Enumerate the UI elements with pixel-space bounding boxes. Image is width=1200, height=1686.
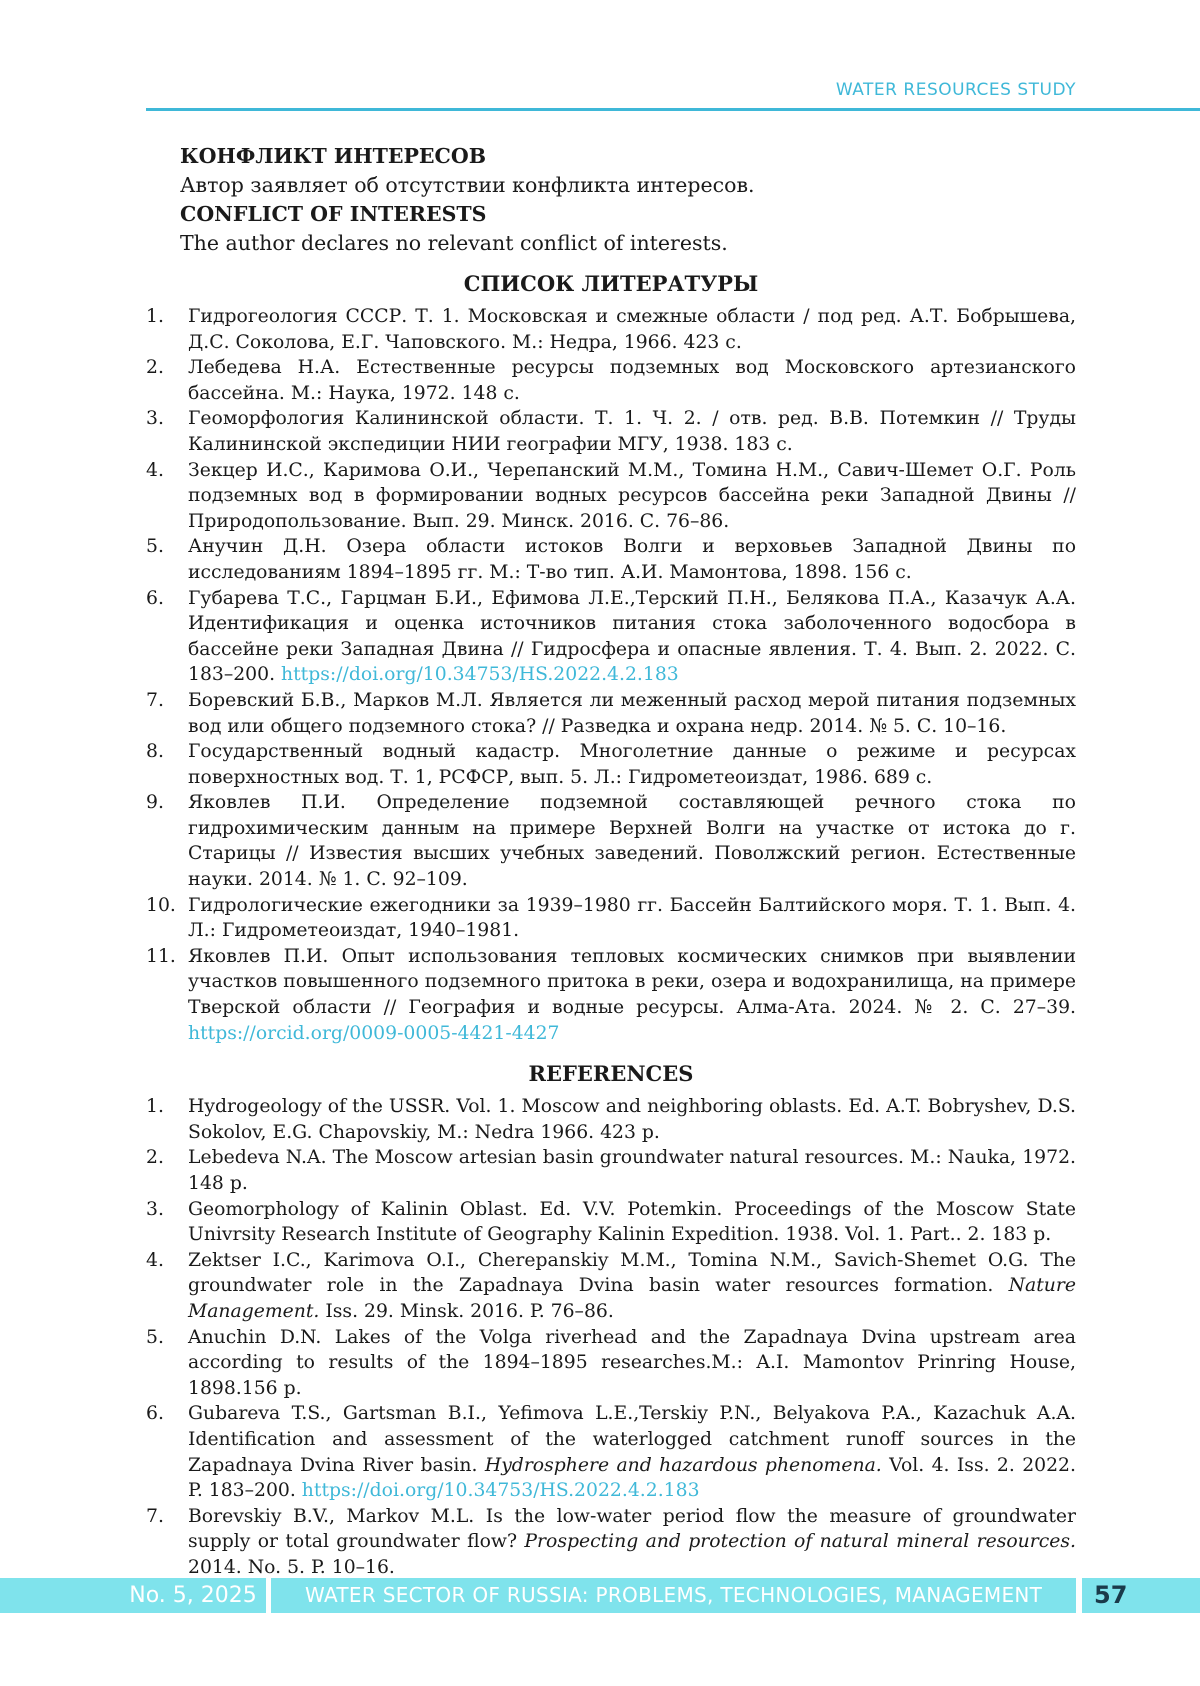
en-references-title: REFERENCES xyxy=(528,1061,694,1087)
reference-item xyxy=(146,534,1076,585)
reference-body: Anuchin D.N. Lakes of the Volga riverhead and the Zapadnaya Dvina upstream area according to results of the 1894–1895 researches.M.: A.I. Mamontov Prinring House, 1898.156 p. xyxy=(188,1326,1076,1399)
reference-details: 2014. No. 5. P. 10–16. xyxy=(188,1556,395,1578)
page-content xyxy=(146,142,1076,1581)
reference-body: Гидрогеология СССР. Т. 1. Московская и смежные области / под ред. А.Т. Бобрышева, Д.С. Соколова, Е.Г. Чаповского. М.: Недра, 1966. 423 с. xyxy=(188,306,1076,353)
conflict-of-interests xyxy=(180,142,1076,258)
reference-text xyxy=(188,790,1076,892)
reference-body: Лебедева Н.А. Естественные ресурсы подземных вод Московского артезианского бассейна. М.: Наука, 1972. 148 с. xyxy=(188,357,1076,404)
reference-text xyxy=(188,1401,1076,1503)
reference-item xyxy=(146,688,1076,739)
reference-item xyxy=(146,790,1076,892)
reference-item xyxy=(146,944,1076,1046)
reference-number: 9. xyxy=(146,792,164,814)
reference-body: Lebedeva N.A. The Moscow artesian basin groundwater natural resources. M.: Nauka, 1972. 148 p. xyxy=(188,1147,1076,1194)
conflict-heading-en: CONFLICT OF INTERESTS xyxy=(180,202,487,226)
reference-journal: Nature Management. xyxy=(188,1275,1076,1322)
reference-number: 8. xyxy=(146,741,164,763)
en-references-list xyxy=(146,1094,1076,1580)
reference-text xyxy=(188,1248,1076,1325)
reference-item xyxy=(146,1248,1076,1325)
reference-text xyxy=(188,304,1076,355)
reference-item xyxy=(146,586,1076,688)
reference-body: Borevskiy B.V., Markov M.L. Is the low-water period flow the measure of groundwater supply or total groundwater flow? xyxy=(188,1505,1076,1553)
reference-body: Гидрологические ежегодники за 1939–1980 гг. Бассейн Балтийского моря. Т. 1. Вып. 4. Л.: Гидрометеоиздат, 1940–1981. xyxy=(188,894,1076,942)
reference-body: Geomorphology of Kalinin Oblast. Ed. V.V. Potemkin. Proceedings of the Moscow State Univrsity Research Institute of Geography Kalinin Expedition. 1938. Vol. 1. Part.. 2. 183 p. xyxy=(188,1198,1076,1246)
reference-text xyxy=(188,1145,1076,1196)
reference-text xyxy=(188,406,1076,457)
reference-body: Яковлев П.И. Определение подземной составляющей речного стока по гидрохимическим данным на примере Верхней Волги на участке от истока до г. Старицы // Известия высших учебных заведений. Поволжский регион. Естественные науки. 2014. № 1. С. 92–109. xyxy=(188,792,1076,891)
reference-number: 11. xyxy=(146,945,176,967)
reference-number: 4. xyxy=(146,1249,164,1271)
section-label: WATER RESOURCES STUDY xyxy=(835,80,1076,100)
reference-body: Hydrogeology of the USSR. Vol. 1. Moscow and neighboring oblasts. Ed. A.T. Bobryshev, D.S. Sokolov, E.G. Chapovskiy, M.: Nedra 1966. 423 p. xyxy=(188,1096,1076,1143)
reference-number: 3. xyxy=(146,1198,164,1220)
reference-item xyxy=(146,1504,1076,1581)
header-divider xyxy=(146,108,1200,111)
reference-text xyxy=(188,534,1076,585)
reference-number: 1. xyxy=(146,306,164,327)
reference-item xyxy=(146,1325,1076,1402)
reference-item xyxy=(146,1401,1076,1503)
footer-issue: No. 5, 2025 xyxy=(129,1583,257,1608)
reference-text xyxy=(188,893,1076,944)
reference-number: 6. xyxy=(146,1403,164,1425)
reference-body: Государственный водный кадастр. Многолетние данные о режиме и ресурсах поверхностных вод. Т. 1, РСФСР, вып. 5. Л.: Гидрометеоиздат, 1986. 689 с. xyxy=(188,741,1076,788)
reference-text xyxy=(188,1094,1076,1145)
reference-details: Iss. 29. Minsk. 2016. P. 76–86. xyxy=(319,1300,614,1322)
reference-text xyxy=(188,1197,1076,1248)
reference-body: Gubareva T.S., Gartsman B.I., Yefimova L.E.,Terskiy P.N., Belyakova P.A., Kazachuk A.A. Identification and assessment of the waterlogged catchment runoff sources in the Zapadnaya Dvina River basin. xyxy=(188,1403,1076,1476)
reference-details: Vol. 4. Iss. 2. 2022. P. 183–200. xyxy=(188,1454,1076,1502)
reference-journal: Hydrosphere and hazardous phenomena. xyxy=(484,1454,882,1476)
reference-body: Zektser I.C., Karimova O.I., Cherepanskiy M.M., Tomina N.M., Savich-Shemet O.G. The groundwater role in the Zapadnaya Dvina basin water resources formation. xyxy=(188,1249,1076,1297)
reference-text xyxy=(188,1504,1076,1581)
reference-body: Анучин Д.Н. Озера области истоков Волги и верховьев Западной Двины по исследованиям 1894–1895 гг. М.: Т-во тип. А.И. Мамонтова, 1898. 156 с. xyxy=(188,536,1076,583)
reference-text xyxy=(188,458,1076,535)
reference-number: 1. xyxy=(146,1096,164,1118)
reference-body: Яковлев П.И. Опыт использования тепловых космических снимков при выявлении участков повышенного подземного притока в реки, озера и водохранилища, на примере Тверской области // География и водные ресурсы. Алма-Ата. 2024. № 2. С. 27–39. xyxy=(188,945,1076,1019)
reference-link[interactable]: https://doi.org/10.34753/HS.2022.4.2.183 xyxy=(281,664,679,686)
reference-link[interactable]: https://doi.org/10.34753/HS.2022.4.2.183 xyxy=(301,1480,700,1502)
reference-item xyxy=(146,1145,1076,1196)
reference-body: Зекцер И.С., Каримова О.И., Черепанский М.М., Томина Н.М., Савич-Шемет О.Г. Роль подземных вод в формировании водных ресурсов бассейна реки Западной Двины // Природопользование. Вып. 29. Минск. 2016. С. 76–86. xyxy=(188,459,1076,532)
conflict-heading-ru: КОНФЛИКТ ИНТЕРЕСОВ xyxy=(180,144,487,168)
reference-text xyxy=(188,739,1076,790)
reference-item xyxy=(146,893,1076,944)
ru-references-list xyxy=(146,304,1076,1046)
reference-body: Боревский Б.В., Марков М.Л. Является ли меженный расход мерой питания подземных вод или общего подземного стока? // Разведка и охрана недр. 2014. № 5. С. 10–16. xyxy=(188,689,1076,737)
reference-text xyxy=(188,944,1076,1046)
ru-references-title: СПИСОК ЛИТЕРАТУРЫ xyxy=(463,271,759,296)
reference-text xyxy=(188,355,1076,406)
reference-number: 10. xyxy=(146,894,176,916)
conflict-text-en: The author declares no relevant conflict of interests. xyxy=(180,231,728,255)
reference-text xyxy=(188,1325,1076,1402)
reference-number: 7. xyxy=(146,1505,164,1527)
reference-item xyxy=(146,1094,1076,1145)
reference-body: Губарева Т.С., Гарцман Б.И., Ефимова Л.Е.,Терский П.Н., Белякова П.А., Казачук А.А. Идентификация и оценка источников питания стока заболоченного водосбора в бассейне реки Западная Двина // Гидросфера и опасные явления. Т. 4. Вып. 2. 2022. С. 183–200. xyxy=(188,587,1076,686)
reference-number: 5. xyxy=(146,536,164,558)
reference-item xyxy=(146,355,1076,406)
reference-text xyxy=(188,688,1076,739)
reference-number: 4. xyxy=(146,459,164,481)
reference-number: 3. xyxy=(146,408,164,430)
reference-number: 5. xyxy=(146,1326,164,1348)
reference-item xyxy=(146,304,1076,355)
reference-item xyxy=(146,458,1076,535)
reference-item xyxy=(146,1197,1076,1248)
page-number: 57 xyxy=(1082,1578,1200,1613)
reference-number: 7. xyxy=(146,689,164,711)
reference-text xyxy=(188,586,1076,688)
reference-number: 2. xyxy=(146,357,164,379)
reference-number: 6. xyxy=(146,587,164,609)
reference-journal: Prospecting and protection of natural mineral resources. xyxy=(524,1531,1076,1553)
reference-item xyxy=(146,739,1076,790)
conflict-text-ru: Автор заявляет об отсутствии конфликта интересов. xyxy=(180,173,755,197)
reference-item xyxy=(146,406,1076,457)
reference-link[interactable]: https://orcid.org/0009-0005-4421-4427 xyxy=(188,1022,560,1044)
reference-body: Геоморфология Калининской области. Т. 1. Ч. 2. / отв. ред. В.В. Потемкин // Труды Калининской экспедиции НИИ географии МГУ, 1938. 183 с. xyxy=(188,408,1076,455)
reference-number: 2. xyxy=(146,1147,164,1169)
footer-journal-title: WATER SECTOR OF RUSSIA: PROBLEMS, TECHNOLOGIES, MANAGEMENT xyxy=(305,1583,1043,1607)
